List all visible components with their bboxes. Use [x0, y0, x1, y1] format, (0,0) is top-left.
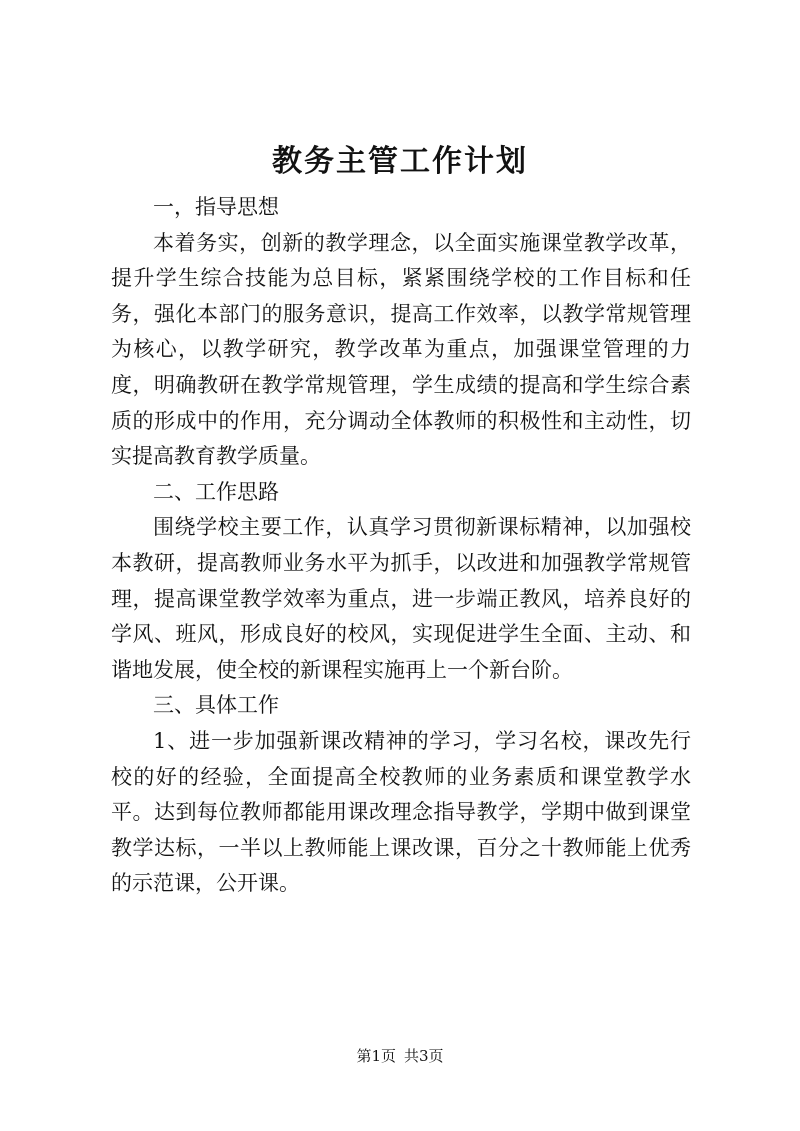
section-heading: 三、具体工作 — [153, 693, 279, 718]
section-paragraph: 1、进一步加强新课改精神的学习，学习名校，课改先行校的好的经验，全面提高全校教师的业务素质和课堂教学水平。达到每位教师都能用课改理念指导教学，学期中做到课堂教学达标，一半以上教师能上课改课，百分之十教师能上优秀的示范课，公开课。 — [111, 728, 691, 896]
section-paragraph: 围绕学校主要工作，认真学习贯彻新课标精神，以加强校本教研，提高教师业务水平为抓手，以改进和加强教学常规管理，提高课堂教学效率为重点，进一步端正教风，培养良好的学风、班风，形成良好的校风，实现促进学生全面、主动、和谐地发展，使全校的新课程实施再上一个新台阶。 — [111, 515, 691, 682]
section-paragraph: 本着务实，创新的教学理念，以全面实施课堂教学改革，提升学生综合技能为总目标，紧紧围绕学校的工作目标和任务，强化本部门的服务意识，提高工作效率，以教学常规管理为核心，以教学研究，教学改革为重点，加强课堂管理的力度，明确教研在教学常规管理，学生成绩的提高和学生综合素质的形成中的作用，充分调动全体教师的积极性和主动性，切实提高教育教学质量。 — [111, 230, 691, 469]
section-heading: 二、工作思路 — [153, 479, 279, 504]
document-body — [111, 190, 691, 902]
page-total: 共3页 — [404, 1047, 444, 1065]
page-number: 第1页 — [356, 1047, 396, 1065]
document-title: 教务主管工作计划 — [272, 144, 528, 179]
page-footer — [0, 1046, 800, 1066]
section-heading: 一，指导思想 — [153, 195, 279, 219]
